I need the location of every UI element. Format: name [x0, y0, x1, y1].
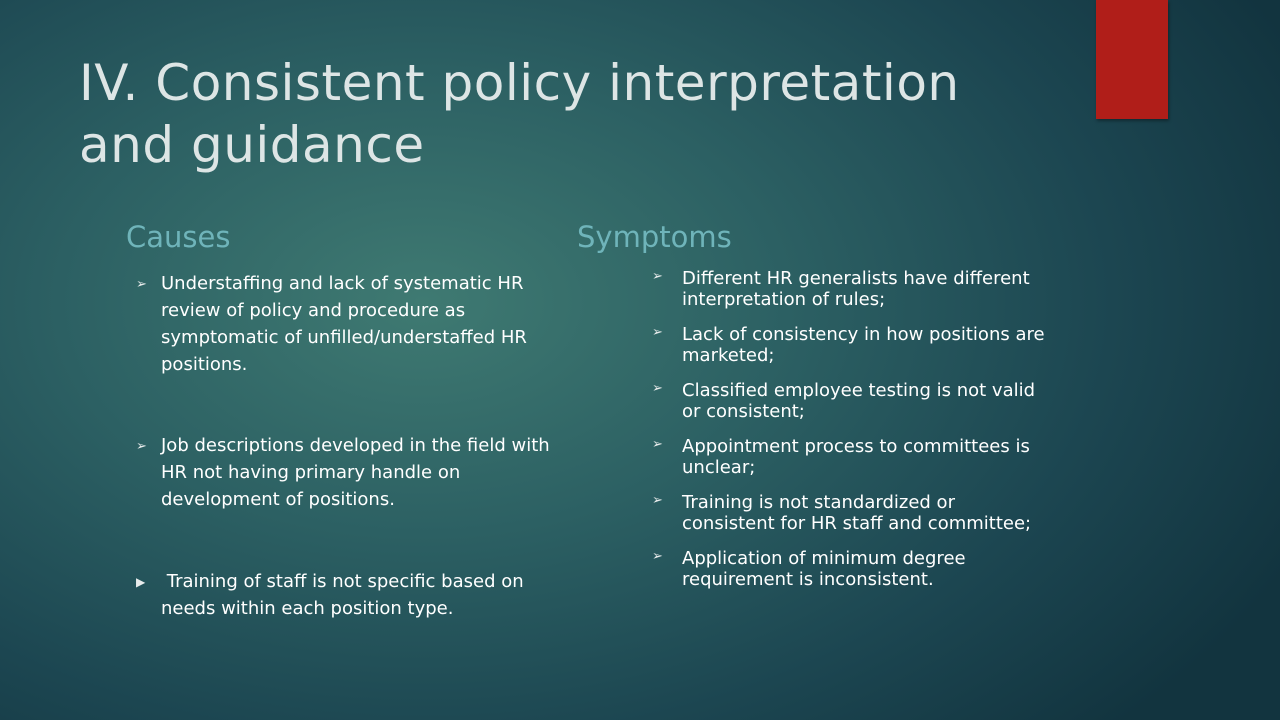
symptoms-item — [652, 268, 1052, 310]
arrow-bullet-icon: ➢ — [652, 549, 663, 564]
arrow-bullet-icon: ➢ — [652, 325, 663, 340]
symptoms-item-text: Application of minimum degree requirement is inconsistent. — [682, 548, 966, 590]
causes-item-text: Training of staff is not specific based on needs within each position type. — [161, 571, 530, 619]
symptoms-item — [652, 436, 1052, 478]
causes-item-text: Understaffing and lack of systematic HR review of policy and procedure as symptomatic of unfilled/understaffed HR positions. — [161, 273, 527, 375]
arrow-bullet-icon: ➢ — [136, 277, 147, 292]
symptoms-item — [652, 380, 1052, 422]
causes-item — [136, 568, 576, 622]
causes-item — [136, 432, 576, 513]
symptoms-item-text: Appointment process to committees is unclear; — [682, 436, 1030, 478]
triangle-bullet-icon: ▶ — [136, 575, 146, 589]
symptoms-item — [652, 324, 1052, 366]
arrow-bullet-icon: ➢ — [136, 439, 147, 454]
symptoms-item — [652, 548, 1052, 590]
slide-title: IV. Consistent policy interpretation and guidance — [79, 54, 960, 174]
symptoms-heading: Symptoms — [577, 220, 732, 254]
arrow-bullet-icon: ➢ — [652, 381, 663, 396]
causes-list — [136, 270, 576, 622]
arrow-bullet-icon: ➢ — [652, 269, 663, 284]
arrow-bullet-icon: ➢ — [652, 437, 663, 452]
red-accent-bar — [1096, 0, 1168, 119]
symptoms-item — [652, 492, 1052, 534]
symptoms-item-text: Different HR generalists have different interpretation of rules; — [682, 268, 1030, 310]
symptoms-item-text: Training is not standardized or consistent for HR staff and committee; — [682, 492, 1032, 534]
symptoms-item-text: Lack of consistency in how positions are marketed; — [682, 324, 1045, 366]
causes-item — [136, 270, 576, 378]
symptoms-item-text: Classified employee testing is not valid or consistent; — [682, 380, 1036, 422]
causes-item-text: Job descriptions developed in the field with HR not having primary handle on development of positions. — [161, 435, 550, 510]
symptoms-list — [652, 268, 1052, 604]
arrow-bullet-icon: ➢ — [652, 493, 663, 508]
causes-heading: Causes — [126, 220, 231, 254]
